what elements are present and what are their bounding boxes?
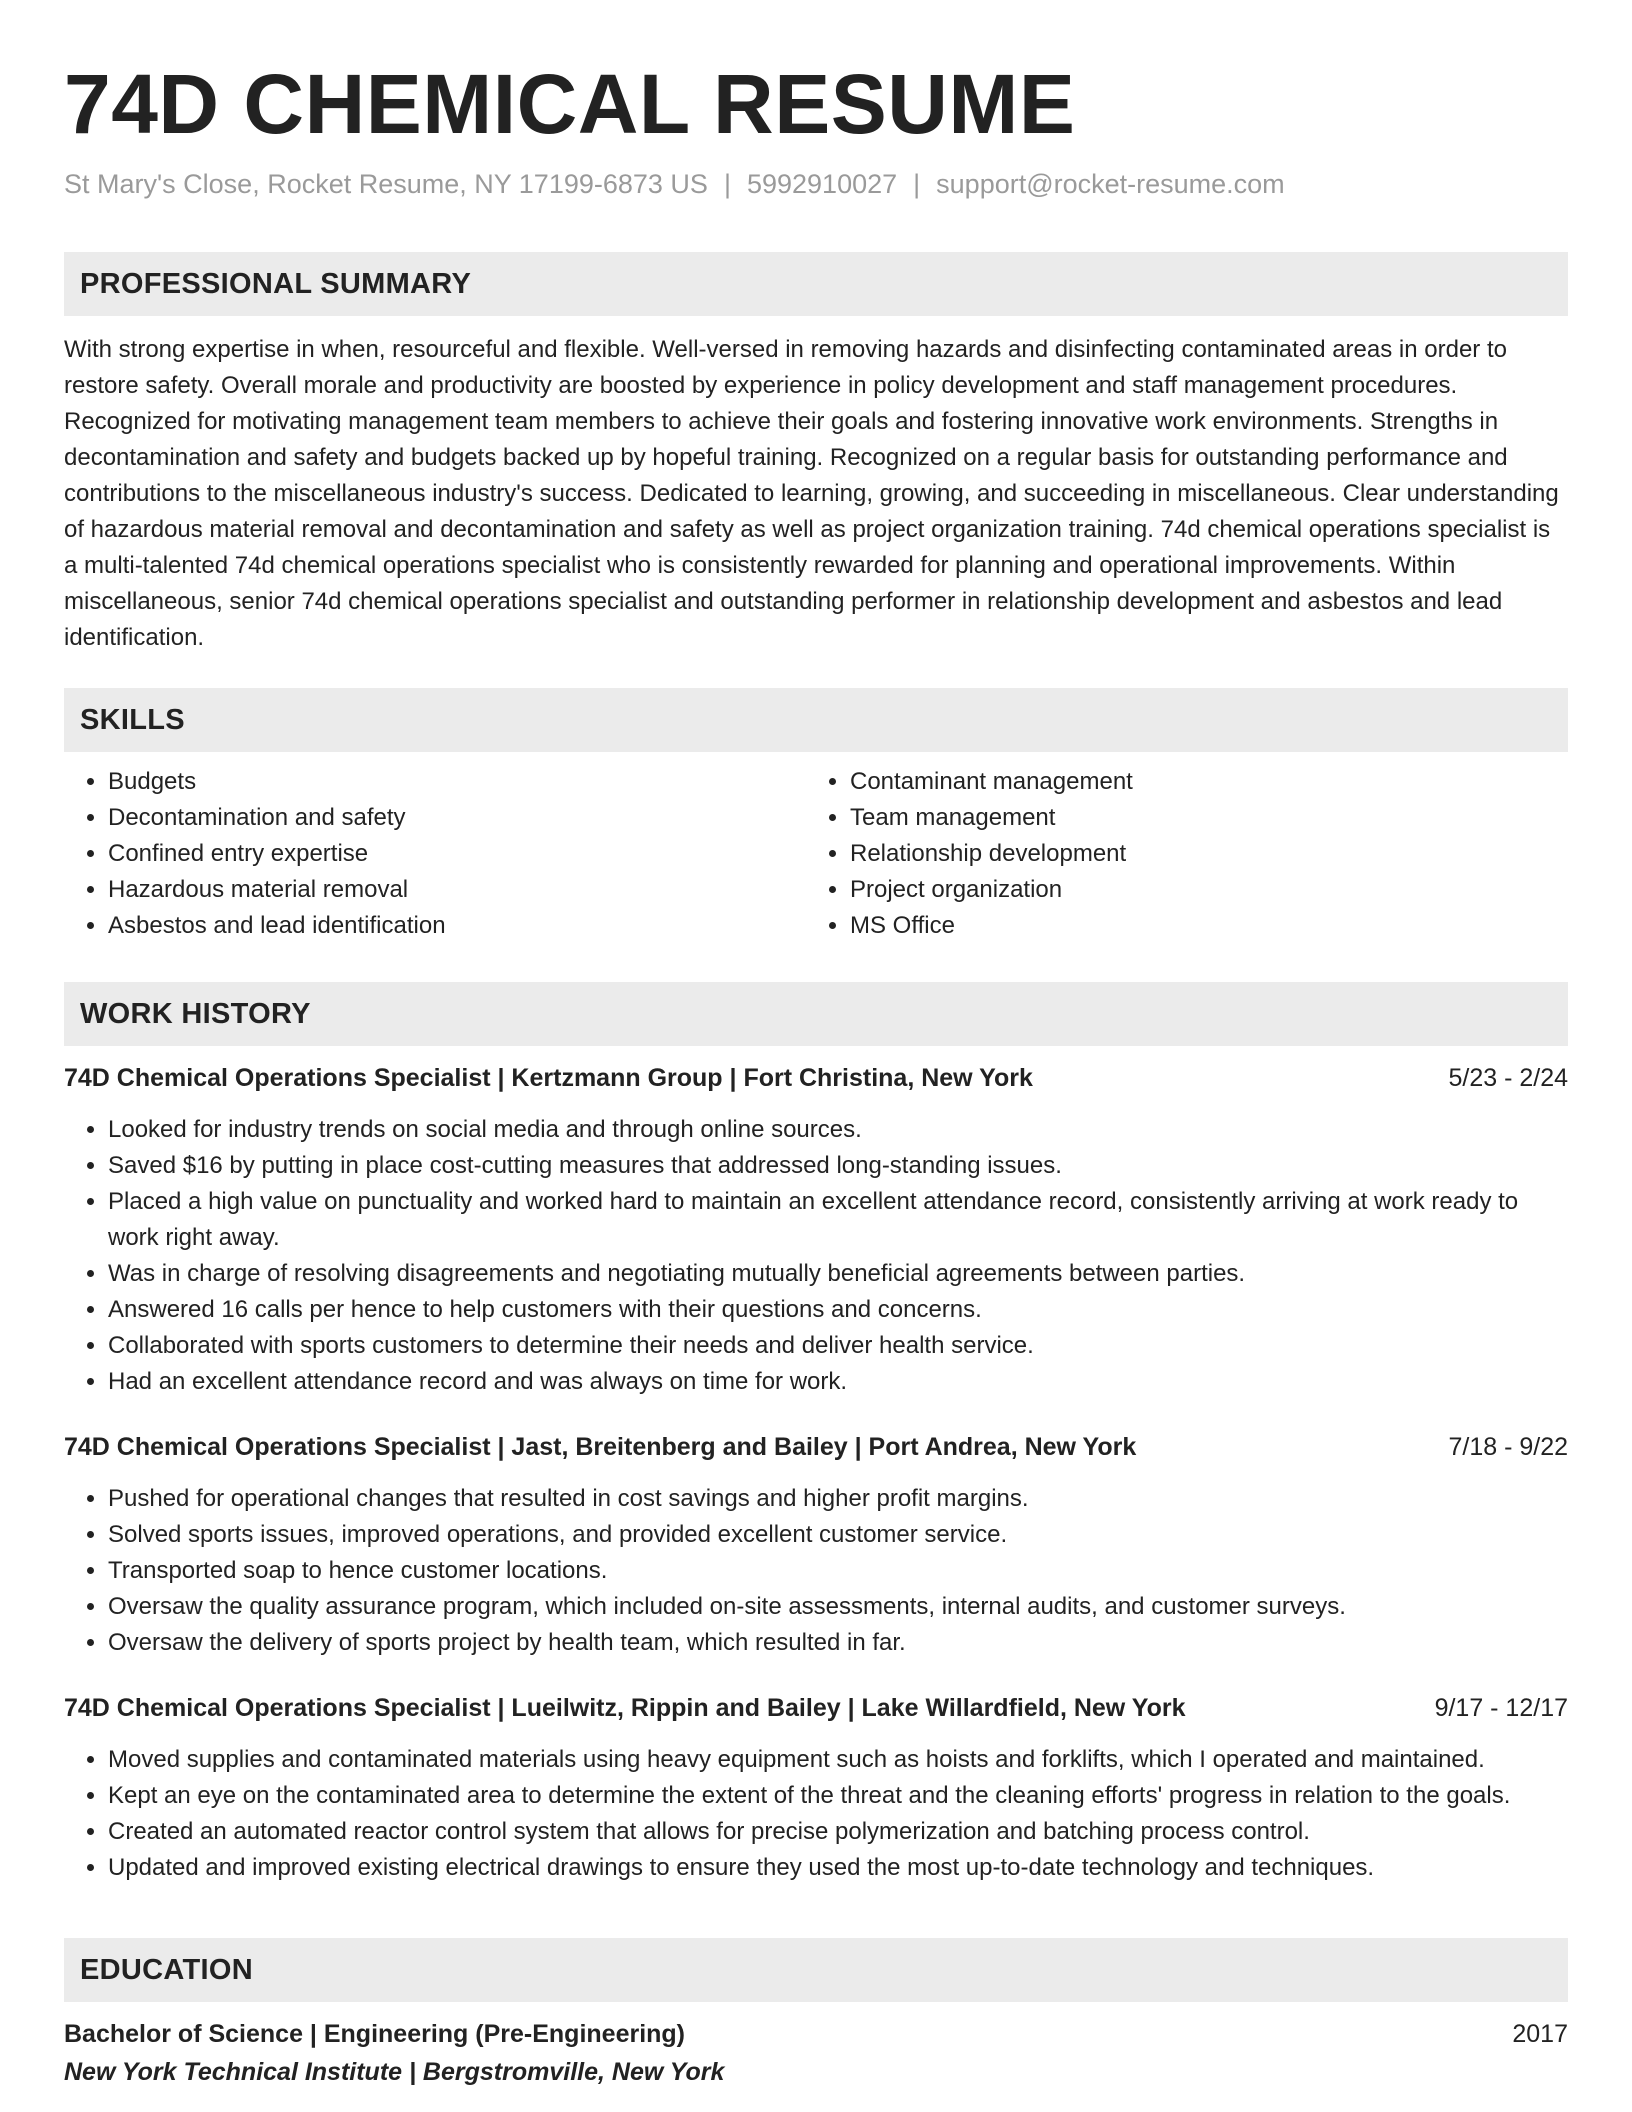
skill-item: • Contaminant management bbox=[850, 764, 1548, 800]
job-bullet: • Oversaw the quality assurance program, which included on-site assessments, internal audits, and customer surveys. bbox=[108, 1589, 1568, 1625]
job-bullet: • Oversaw the delivery of sports project by health team, which resulted in far. bbox=[108, 1625, 1568, 1661]
job-bullet: • Placed a high value on punctuality and worked hard to maintain an excellent attendance record, consistently arriving at work ready to work right away. bbox=[108, 1184, 1568, 1256]
summary-text: With strong expertise in when, resourceful and flexible. Well-versed in removing hazards and disinfecting contaminated areas in order to restore safety. Overall morale and productivity are boosted by experience in policy development and staff management procedures. Recognized for motivating management team members to achieve their goals and fostering innovative work environments. Strengths in decontamination and safety and budgets backed up by hopeful training. Recognized on a regular basis for outstanding performance and contributions to the miscellaneous industry's success. Dedicated to learning, growing, and succeeding in miscellaneous. Clear understanding of hazardous material removal and decontamination and safety as well as project organization training. 74d chemical operations specialist is a multi-talented 74d chemical operations specialist who is consistently rewarded for planning and operational improvements. Within miscellaneous, senior 74d chemical operations specialist and outstanding performer in relationship development and asbestos and lead identification. bbox=[64, 336, 1559, 651]
job-bullet: • Saved $16 by putting in place cost-cutting measures that addressed long-standing issues. bbox=[108, 1148, 1568, 1184]
summary-section bbox=[64, 252, 1568, 656]
job-dates: 5/23 - 2/24 bbox=[1448, 1064, 1568, 1092]
contact-line bbox=[64, 164, 1285, 204]
job-bullet: • Pushed for operational changes that resulted in cost savings and higher profit margins. bbox=[108, 1481, 1568, 1517]
resume-title: 74D CHEMICAL RESUME bbox=[64, 57, 1076, 151]
skills-heading: SKILLS bbox=[64, 688, 1568, 752]
job-entry bbox=[64, 1060, 1568, 1400]
job-header bbox=[64, 1060, 1568, 1096]
education-heading: EDUCATION bbox=[64, 1938, 1568, 2002]
job-bullet: • Was in charge of resolving disagreements and negotiating mutually beneficial agreements between parties. bbox=[108, 1256, 1568, 1292]
job-bullet: • Looked for industry trends on social media and through online sources. bbox=[108, 1112, 1568, 1148]
job-title: 74D Chemical Operations Specialist | Jast, Breitenberg and Bailey | Port Andrea, New York bbox=[64, 1433, 1137, 1461]
job-bullet: • Answered 16 calls per hence to help customers with their questions and concerns. bbox=[108, 1292, 1568, 1328]
job-entry bbox=[64, 1690, 1568, 1886]
job-dates: 7/18 - 9/22 bbox=[1448, 1433, 1568, 1461]
job-bullets bbox=[64, 1112, 1568, 1400]
job-bullets bbox=[64, 1481, 1568, 1661]
education-year: 2017 bbox=[1512, 2020, 1568, 2048]
contact-separator: | bbox=[723, 169, 731, 199]
summary-heading: PROFESSIONAL SUMMARY bbox=[64, 252, 1568, 316]
skills-section bbox=[64, 688, 1568, 944]
skill-item: • Project organization bbox=[850, 872, 1548, 908]
education-header bbox=[64, 2016, 1568, 2052]
skill-item: • Budgets bbox=[108, 764, 806, 800]
job-bullet: • Moved supplies and contaminated materials using heavy equipment such as hoists and forklifts, which I operated and maintained. bbox=[108, 1742, 1568, 1778]
skill-item: • Decontamination and safety bbox=[108, 800, 806, 836]
education-degree: Bachelor of Science | Engineering (Pre-Engineering) bbox=[64, 2020, 686, 2048]
skills-right-list bbox=[806, 764, 1548, 944]
skills-columns bbox=[64, 764, 1568, 944]
skill-item: • Relationship development bbox=[850, 836, 1548, 872]
job-title: 74D Chemical Operations Specialist | Kertzmann Group | Fort Christina, New York bbox=[64, 1064, 1033, 1092]
job-header bbox=[64, 1690, 1568, 1726]
education-school: New York Technical Institute | Bergstromville, New York bbox=[64, 2058, 725, 2086]
job-dates: 9/17 - 12/17 bbox=[1434, 1694, 1568, 1722]
skill-item: • Hazardous material removal bbox=[108, 872, 806, 908]
contact-separator: | bbox=[913, 169, 921, 199]
skills-left-list bbox=[64, 764, 806, 944]
job-bullet: • Kept an eye on the contaminated area to determine the extent of the threat and the cleaning efforts' progress in relation to the goals. bbox=[108, 1778, 1568, 1814]
job-bullet: • Transported soap to hence customer locations. bbox=[108, 1553, 1568, 1589]
education-section bbox=[64, 1938, 1568, 2090]
work-section bbox=[64, 982, 1568, 1886]
job-header bbox=[64, 1429, 1568, 1465]
contact-address: St Mary's Close, Rocket Resume, NY 17199-6873 US bbox=[64, 169, 708, 199]
job-bullet: • Collaborated with sports customers to determine their needs and deliver health service. bbox=[108, 1328, 1568, 1364]
job-title: 74D Chemical Operations Specialist | Lueilwitz, Rippin and Bailey | Lake Willardfield, New York bbox=[64, 1694, 1186, 1722]
contact-phone: 5992910027 bbox=[746, 169, 898, 199]
skill-item: • Confined entry expertise bbox=[108, 836, 806, 872]
job-bullet: • Updated and improved existing electrical drawings to ensure they used the most up-to-date technology and techniques. bbox=[108, 1850, 1568, 1886]
job-bullet: • Solved sports issues, improved operations, and provided excellent customer service. bbox=[108, 1517, 1568, 1553]
job-bullet: • Created an automated reactor control system that allows for precise polymerization and batching process control. bbox=[108, 1814, 1568, 1850]
contact-email: support@rocket-resume.com bbox=[936, 169, 1285, 199]
job-bullets bbox=[64, 1742, 1568, 1886]
work-heading: WORK HISTORY bbox=[64, 982, 1568, 1046]
skill-item: • Asbestos and lead identification bbox=[108, 908, 806, 944]
skill-item: • MS Office bbox=[850, 908, 1548, 944]
job-bullet: • Had an excellent attendance record and was always on time for work. bbox=[108, 1364, 1568, 1400]
skill-item: • Team management bbox=[850, 800, 1548, 836]
job-entry bbox=[64, 1429, 1568, 1661]
